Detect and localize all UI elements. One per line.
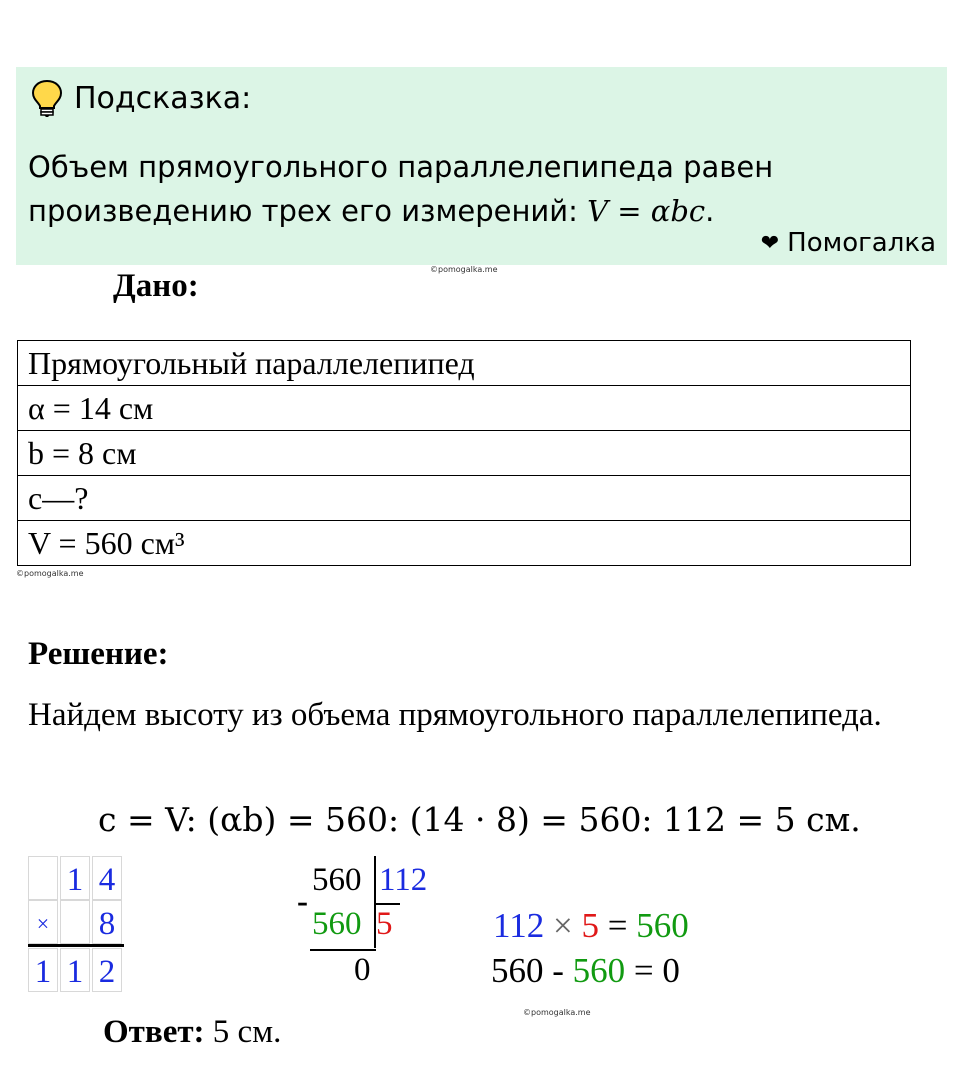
eq1-op: × [544, 906, 582, 945]
mult-digit: 8 [92, 900, 122, 944]
mult-underline [28, 944, 124, 947]
table-row [18, 431, 911, 476]
table-cell: Прямоугольный параллелепипед [18, 341, 911, 386]
check-equation-2 [491, 951, 680, 991]
check-equation-1 [493, 906, 689, 946]
watermark: ©pomogalka.me [430, 265, 498, 274]
remainder: 0 [354, 952, 371, 988]
eq1-eq: = [598, 906, 637, 945]
hint-title [30, 78, 251, 118]
watermark: ©pomogalka.me [523, 1008, 591, 1017]
heart-icon: ❤ [760, 230, 780, 256]
hint-title-text: Подсказка: [74, 80, 252, 116]
solution-text: Найдем высоту из объема прямоугольного параллелепипеда. [28, 697, 882, 733]
eq1-c: 560 [636, 906, 689, 945]
lightbulb-icon [30, 78, 64, 118]
given-title: Дано: [113, 268, 199, 304]
division-underline [310, 949, 376, 951]
hint-text-prefix: произведению трех его измерений: [28, 194, 588, 228]
answer-value: 5 см. [204, 1014, 282, 1050]
hint-text-line2 [28, 189, 928, 233]
table-row [18, 386, 911, 431]
watermark: ©pomogalka.me [16, 569, 84, 578]
hint-formula: V = αbc [587, 194, 706, 228]
eq2-a: 560 - [491, 951, 573, 990]
hint-text-line1: Объем прямоугольного параллелепипеда равен [28, 150, 774, 184]
brand-label [761, 228, 936, 258]
hint-text-suffix: . [705, 194, 715, 228]
subtract-sign: - [297, 884, 308, 920]
table-row [18, 341, 911, 386]
brand-text: Помогалка [787, 228, 936, 258]
grid-cell [28, 856, 58, 900]
eq2-b: 560 [572, 951, 626, 990]
eq1-b: 5 [581, 906, 599, 945]
solution-title: Решение: [28, 636, 169, 672]
table-cell: α = 14 см [18, 386, 911, 431]
table-row [18, 521, 911, 566]
grid-cell [60, 900, 90, 944]
table-cell: с—? [18, 476, 911, 521]
table-cell: V = 560 см³ [18, 521, 911, 566]
solution-formula: с = V: (αb) = 560: (14 · 8) = 560: 112 = 5 см. [98, 800, 861, 839]
divisor: 112 [379, 862, 428, 898]
quotient: 5 [376, 906, 393, 942]
partial-product: 560 [312, 906, 362, 942]
table-cell: b = 8 см [18, 431, 911, 476]
mult-digit: 4 [92, 856, 122, 900]
mult-result-digit: 2 [92, 948, 122, 992]
table-row [18, 476, 911, 521]
answer [103, 1014, 281, 1051]
given-table [17, 340, 911, 566]
mult-result-digit: 1 [28, 948, 58, 992]
division-divisor-line [376, 903, 400, 905]
multiply-sign: × [28, 900, 58, 944]
answer-label: Ответ: [103, 1014, 205, 1050]
mult-result-digit: 1 [60, 948, 90, 992]
mult-digit: 1 [60, 856, 90, 900]
eq1-a: 112 [493, 906, 545, 945]
hint-text [28, 145, 928, 233]
eq2-c: = 0 [625, 951, 680, 990]
dividend: 560 [312, 862, 362, 898]
